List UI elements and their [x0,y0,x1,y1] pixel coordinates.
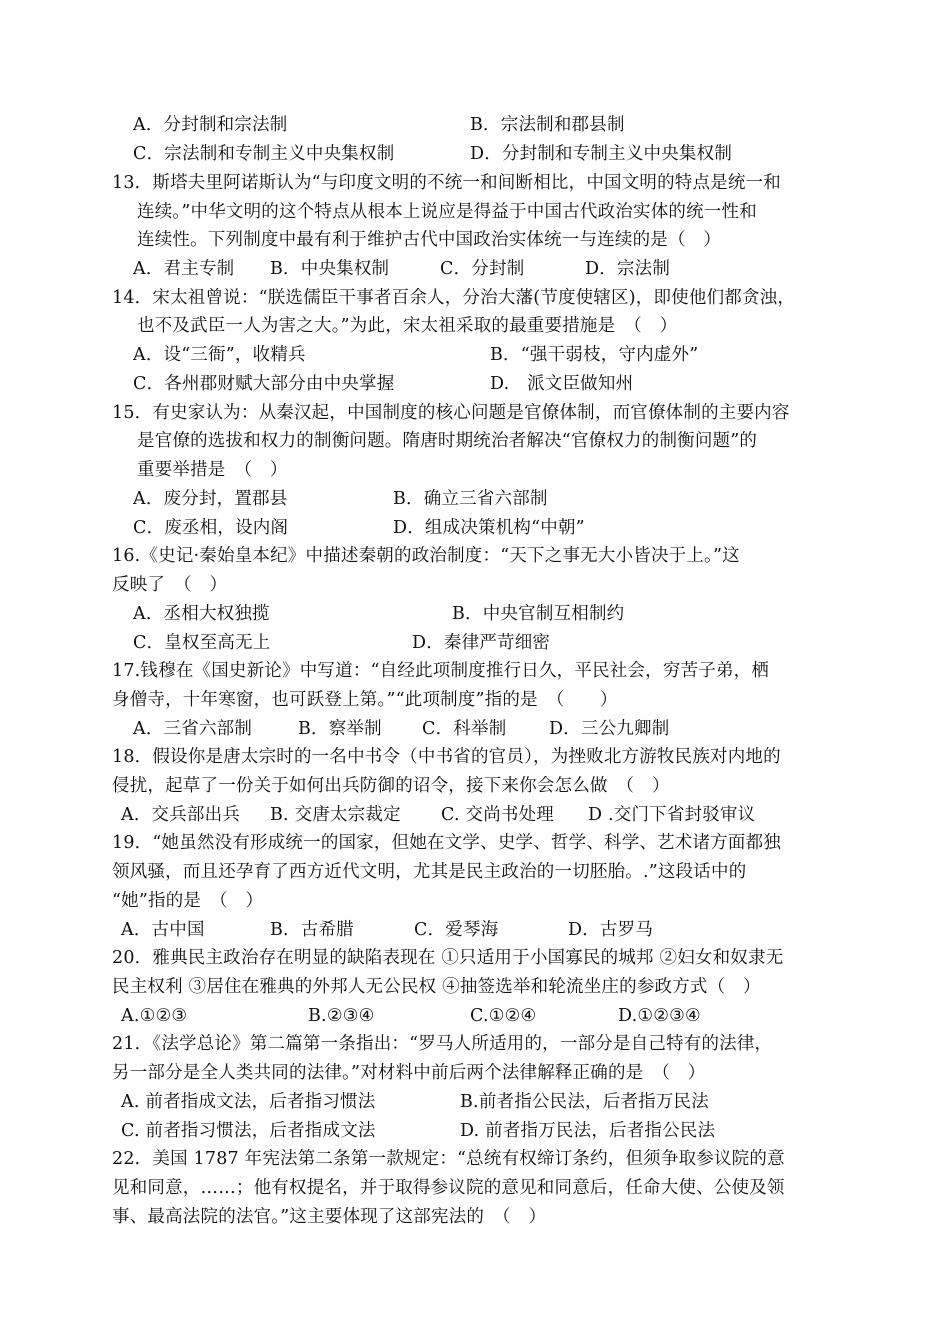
q13-stem-line-2: 连续。”中华文明的这个特点从根本上说应是得益于中国古代政治实体的统一性和 [137,202,757,222]
q17-option-a: A．三省六部制 [133,719,253,739]
q15-option-c: C．废丞相，设内阁 [133,518,289,538]
q12-option-d: D．分封制和专制主义中央集权制 [470,144,733,164]
q19-stem-line-1: 19．“她虽然没有形成统一的国家，但她在文学、史学、哲学、科学、艺术诸方面都独 [112,833,782,853]
q17-option-c: C．科举制 [422,719,507,739]
q21-option-d: D. 前者指万民法，后者指公民法 [460,1121,716,1141]
q15-option-d: D．组成决策机构“中朝” [393,518,585,538]
q14-option-c: C．各州郡财赋大部分由中央掌握 [133,374,395,394]
q18-stem-line-1: 18．假设你是唐太宗时的一名中书令（中书省的官员），为挫败北方游牧民族对内地的 [112,747,781,767]
q20-stem-line-1: 20．雅典民主政治存在明显的缺陷表现在 ①只适用于小国寡民的城邦 ②妇女和奴隶无 [112,948,784,968]
q20-option-d: D.①②③④ [618,1006,701,1026]
q18-option-a: A．交兵部出兵 [121,805,241,825]
q13-option-b: B．中央集权制 [270,259,390,279]
q13-option-d: D．宗法制 [585,259,671,279]
q22-stem-line-1: 22．美国 1787 年宪法第二条第一款规定：“总统有权缔订条约，但须争取参议院的意 [112,1149,785,1169]
q14-option-d: D. 派文臣做知州 [490,374,634,394]
q15-stem-line-3: 重要举措是 （ ） [137,460,288,480]
q17-option-d: D．三公九卿制 [549,719,670,739]
q19-stem-line-2: 领风骚，而且还孕育了西方近代文明，尤其是民主政治的一切胚胎。.”这段话中的 [112,862,747,882]
q16-option-c: C．皇权至高无上 [133,633,271,653]
q15-stem-line-2: 是官僚的选拔和权力的制衡问题。隋唐时期统治者解决“官僚权力的制衡问题”的 [137,431,758,451]
q21-stem-line-1: 21．《法学总论》第二篇第一条指出：“罗马人所适用的，一部分是自己特有的法律， [112,1034,773,1054]
q20-option-a: A.①②③ [121,1006,188,1026]
q20-stem-line-2: 民主权利 ③居住在雅典的外邦人无公民权 ④抽签选举和轮流坐庄的参政方式（ ） [112,977,761,997]
q13-stem-line-3: 连续性。下列制度中最有利于维护古代中国政治实体统一与连续的是（ ） [137,230,722,250]
q18-stem-line-2: 侵扰，起草了一份关于如何出兵防御的诏令，接下来你会怎么做 （ ） [112,776,670,796]
q12-option-b: B．宗法制和郡县制 [470,115,625,135]
q14-stem-line-1: 14．宋太祖曾说：“朕选儒臣干事者百余人，分治大藩(节度使辖区)，即使他们都贪浊， [112,288,796,308]
q21-option-c: C. 前者指习惯法，后者指成文法 [121,1121,376,1141]
q15-option-a: A．废分封，置郡县 [133,489,288,509]
q22-stem-line-3: 事、最高法院的法官。”这主要体现了这部宪法的 （ ） [112,1207,547,1227]
q16-stem-line-1: 16.《史记·秦始皇本纪》中描述秦朝的政治制度：“天下之事无大小皆决于上。”这 [112,546,740,566]
q22-stem-line-2: 见和同意，……；他有权提名，并于取得参议院的意见和同意后，任命大使、公使及领 [112,1178,785,1198]
q15-stem-line-1: 15．有史家认为：从秦汉起，中国制度的核心问题是官僚体制，而官僚体制的主要内容 [112,403,790,423]
q14-option-a: A．设“三衙”，收精兵 [133,345,306,365]
q13-option-a: A．君主专制 [133,259,235,279]
q21-option-a: A. 前者指成文法，后者指习惯法 [121,1092,376,1112]
q15-option-b: B．确立三省六部制 [393,489,548,509]
q18-option-b: B. 交唐太宗裁定 [270,805,401,825]
q12-option-a: A．分封制和宗法制 [133,115,288,135]
q20-option-b: B.②③④ [308,1006,375,1026]
q18-option-d: D .交门下省封驳审议 [588,805,756,825]
q19-option-a: A．古中国 [121,920,205,940]
q19-option-c: C．爱琴海 [414,920,499,940]
q17-option-b: B．察举制 [298,719,382,739]
q14-option-b: B．“强干弱枝，守内虚外” [490,345,699,365]
q12-option-c: C．宗法制和专制主义中央集权制 [133,144,395,164]
q21-stem-line-2: 另一部分是全人类共同的法律。”对材料中前后两个法律解释正确的是 （ ） [112,1063,706,1083]
q21-option-b: B.前者指公民法，后者指万民法 [460,1092,709,1112]
q19-option-d: D．古罗马 [568,920,654,940]
q16-option-d: D．秦律严苛细密 [412,633,551,653]
q19-stem-line-3: “她”指的是 （ ） [112,891,264,911]
q13-stem-line-1: 13．斯塔夫里阿诺斯认为“与印度文明的不统一和间断相比，中国文明的特点是统一和 [112,173,782,193]
q16-option-a: A．丞相大权独揽 [133,604,270,624]
q20-option-c: C.①②④ [470,1006,537,1026]
q16-stem-line-2: 反映了 （ ） [112,575,228,595]
q19-option-b: B．古希腊 [270,920,354,940]
q17-stem-line-1: 17.钱穆在《国史新论》中写道：“自经此项制度推行日久，平民社会，穷苦子弟，栖 [112,661,770,681]
q18-option-c: C. 交尚书处理 [441,805,554,825]
q13-option-c: C．分封制 [440,259,525,279]
q17-stem-line-2: 身僧寺，十年寒窗，也可跃登上第。”“此项制度”指的是 （ ） [112,690,618,710]
q16-option-b: B．中央官制互相制约 [452,604,625,624]
q14-stem-line-2: 也不及武臣一人为害之大。”为此，宋太祖采取的最重要措施是 （ ） [137,316,678,336]
